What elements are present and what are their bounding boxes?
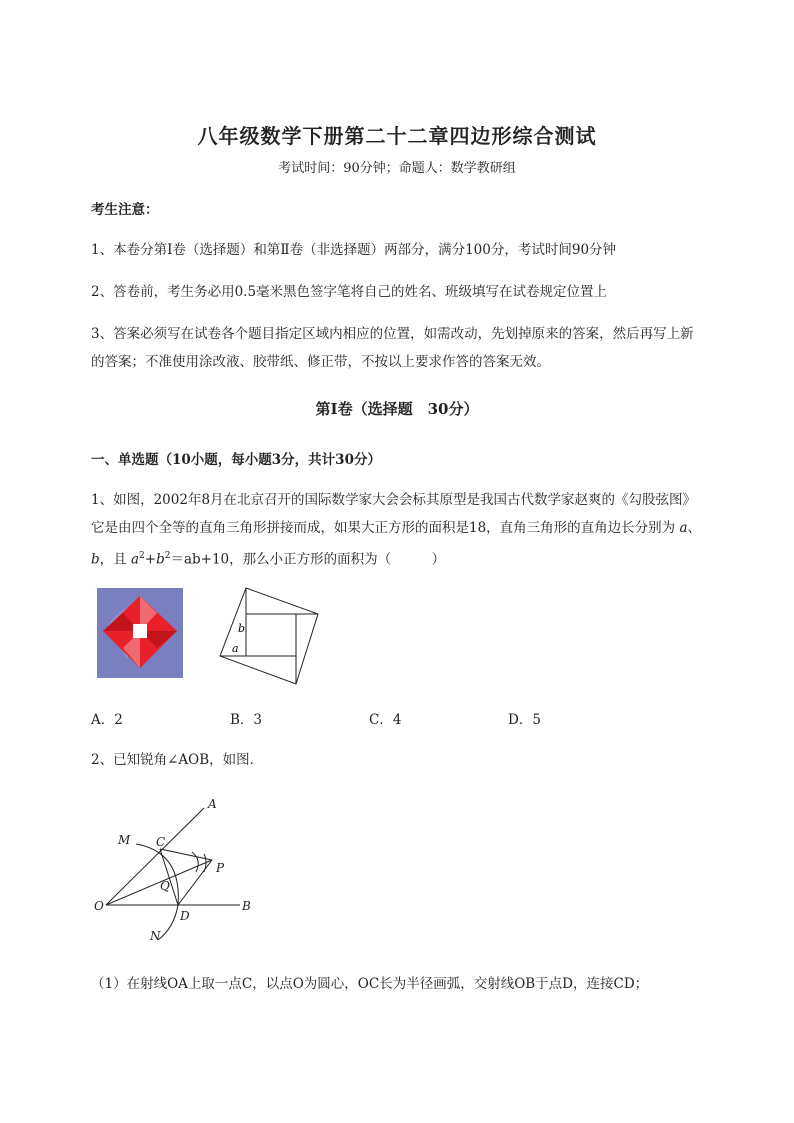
q1-option-d[interactable]: D．5	[508, 712, 541, 728]
zhao-shuang-diagram	[218, 586, 320, 686]
q1-text-a: 1、如图，2002年8月在北京召开的国际数学家大会会标其原型是我国古代数学家赵爽的《勾股弦图》它是由四个全等的直角三角形拼接而成，如果大正方形的面积是18，直角三角形的直角边长分别为	[91, 492, 697, 536]
notice-3: 3、答案必须写在试卷各个题目指定区域内相应的位置，如需改动，先划掉原来的答案，然后再写上新的答案；不准使用涂改液、胶带纸、修正带，不按以上要求作答的答案无效。	[91, 326, 694, 370]
arc-mn	[136, 844, 178, 940]
q1-eq-a: a	[130, 551, 140, 568]
label-N: N	[150, 929, 161, 943]
question-2-step-1: （1）在射线OA上取一点C，以点O为圆心，OC长为半径画弧，交射线OB于点D，连接CD；	[91, 976, 649, 992]
document-title: 八年级数学下册第二十二章四边形综合测试	[197, 124, 597, 148]
notice-2: 2、答卷前，考生务必用0.5毫米黑色签字笔将自己的姓名、班级填写在试卷规定位置上	[91, 284, 608, 300]
q1-plus: +	[144, 551, 157, 568]
label-O: O	[94, 899, 104, 913]
label-Q: Q	[160, 879, 170, 893]
part-title: 第Ⅰ卷（选择题 30分）	[315, 400, 479, 418]
q1-exp-a: 2	[139, 551, 145, 561]
label-D: D	[180, 909, 190, 923]
label-M: M	[118, 833, 131, 847]
q1-var-b: b	[91, 551, 100, 568]
notice-1: 1、本卷分第Ⅰ卷（选择题）和第Ⅱ卷（非选择题）两部分，满分100分，考试时间90分钟	[91, 242, 617, 258]
q1-sep: 、	[687, 520, 702, 536]
label-B: B	[242, 899, 251, 913]
section-title: 一、单选题（10小题，每小题3分，共计30分）	[91, 452, 381, 468]
conference-logo-figure	[97, 588, 183, 678]
q1-eq-b: b	[156, 551, 165, 568]
q1-text-c: ，那么小正方形的面积为（ ）	[229, 551, 446, 568]
q1-eq-rest: ＝ab+10	[170, 551, 230, 568]
ray-op	[106, 860, 212, 905]
label-a: a	[232, 642, 239, 655]
label-b: b	[238, 622, 246, 635]
angle-construction-diagram	[92, 792, 262, 944]
q1-var-a: a	[679, 520, 688, 536]
outer-square	[220, 588, 318, 684]
label-C: C	[156, 835, 166, 849]
question-1-text	[91, 486, 703, 574]
notice-heading: 考生注意：	[91, 202, 159, 218]
q1-option-a[interactable]: A．2	[91, 712, 123, 728]
logo-inner-square	[133, 624, 147, 638]
question-2-text: 2、已知锐角∠AOB，如图．	[91, 752, 264, 768]
q1-text-b: ，且	[99, 551, 127, 568]
arc-c	[192, 852, 198, 872]
label-A: A	[208, 797, 217, 811]
q1-option-b[interactable]: B．3	[230, 712, 263, 728]
q1-exp-b: 2	[164, 551, 171, 561]
document-subtitle: 考试时间：90分钟；命题人：数学教研组	[278, 161, 516, 176]
label-P: P	[216, 861, 225, 875]
q1-option-c[interactable]: C．4	[369, 712, 402, 728]
